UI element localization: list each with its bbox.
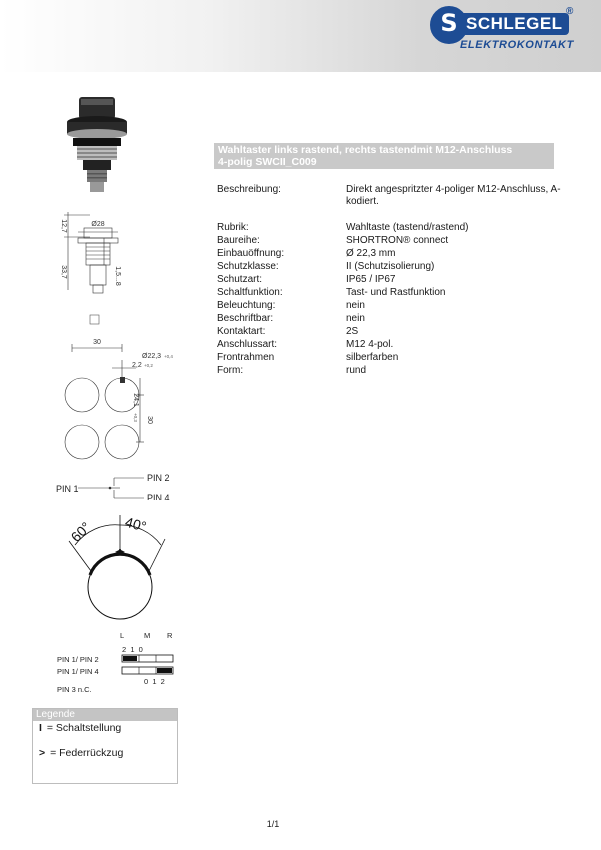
- dim-notch: 2,2: [132, 362, 142, 369]
- row1-label: PIN 1/ PIN 2: [57, 655, 99, 664]
- switching-table: [40, 628, 210, 698]
- spec-label-kontaktart: Kontaktart:: [217, 326, 266, 337]
- spec-value-schaltfunktion: Tast- und Rastfunktion: [346, 287, 446, 298]
- dim-range: 1,5...8: [114, 266, 121, 286]
- angle-right: 40°: [123, 513, 149, 535]
- legend-text-federrueckzug: = Federrückzug: [50, 747, 124, 759]
- row1-digits: 2 1 0: [122, 645, 143, 654]
- spec-label-form: Form:: [217, 365, 244, 376]
- description-label: Beschreibung:: [217, 184, 281, 195]
- legend-symbol-bar: I: [39, 722, 42, 734]
- dimension-drawings: [40, 210, 210, 500]
- product-title: [214, 143, 554, 169]
- dim-diameter: Ø28: [91, 221, 105, 228]
- spec-value-rubrik: Wahltaste (tastend/rastend): [346, 222, 469, 233]
- legend-item-federrueckzug: [39, 747, 123, 759]
- wiring-pin1: PIN 1: [56, 484, 79, 494]
- spec-label-schutzart: Schutzart:: [217, 274, 263, 285]
- legend-box: [32, 708, 178, 784]
- spec-label-anschlussart: Anschlussart:: [217, 339, 278, 350]
- dim-hole: Ø22,3: [142, 353, 162, 360]
- dim-notch-depth-tol: +0,3: [133, 413, 138, 422]
- legend-title: Legende: [33, 709, 177, 721]
- spec-value-anschlussart: M12 4-pol.: [346, 339, 394, 350]
- spec-value-schutzart: IP65 / IP67: [346, 274, 396, 285]
- brand-logo: [430, 6, 580, 56]
- spec-value-schutzklasse: II (Schutzisolierung): [346, 261, 435, 272]
- spec-value-beleuchtung: nein: [346, 300, 365, 311]
- title-line-2: 4-polig SWCII_C009: [218, 156, 317, 168]
- logo-wordmark: SCHLEGEL: [458, 13, 569, 35]
- wiring-pin2: PIN 2: [147, 473, 170, 483]
- spec-value-einbauoeffnung: Ø 22,3 mm: [346, 248, 396, 259]
- dim-spacing-v: 30: [146, 416, 153, 424]
- row2-digits: 0 1 2: [144, 677, 165, 686]
- spec-label-rubrik: Rubrik:: [217, 222, 249, 233]
- dim-spacing-h: 30: [93, 339, 101, 346]
- row3-label: PIN 3 n.C.: [57, 685, 92, 694]
- spec-label-frontrahmen: Frontrahmen: [217, 352, 275, 363]
- spec-label-schutzklasse: Schutzklasse:: [217, 261, 279, 272]
- dim-body-height: 33,7: [60, 265, 67, 279]
- spec-value-kontaktart: 2S: [346, 326, 359, 337]
- registered-mark: ®: [566, 6, 574, 17]
- description-value-line-2: kodiert.: [346, 196, 379, 207]
- description-value-line-1: Direkt angespritzter 4-poliger M12-Anschluss, A-: [346, 184, 561, 195]
- wiring-pin4: PIN 4: [147, 493, 170, 500]
- position-L: L: [120, 631, 125, 640]
- dim-hole-tol: +0,4: [164, 354, 173, 359]
- spec-value-frontrahmen: silberfarben: [346, 352, 399, 363]
- product-photo: [58, 90, 138, 200]
- legend-item-schaltstellung: [39, 722, 121, 734]
- switching-angle-drawing: [55, 505, 185, 625]
- position-R: R: [167, 631, 173, 640]
- legend-text-schaltstellung: = Schaltstellung: [46, 722, 122, 734]
- title-line-1: Wahltaster links rastend, rechts tastendmit M12-Anschluss: [218, 144, 513, 156]
- position-M: M: [144, 631, 151, 640]
- spec-label-beschriftbar: Beschriftbar:: [217, 313, 274, 324]
- angle-left: 60°: [67, 518, 94, 546]
- spec-value-beschriftbar: nein: [346, 313, 365, 324]
- spec-value-form: rund: [346, 365, 367, 376]
- page-number: 1/1: [266, 819, 280, 829]
- logo-subtitle: ELEKTROKONTAKT: [460, 39, 574, 51]
- spec-label-schaltfunktion: Schaltfunktion:: [217, 287, 283, 298]
- spec-label-baureihe: Baureihe:: [217, 235, 260, 246]
- spec-value-baureihe: SHORTRON® connect: [346, 235, 449, 246]
- dim-notch-tol: +0,2: [144, 363, 153, 368]
- legend-symbol-arrow: >: [39, 747, 46, 759]
- spec-label-beleuchtung: Beleuchtung:: [217, 300, 276, 311]
- row2-label: PIN 1/ PIN 4: [57, 667, 99, 676]
- dim-top-height: 12,7: [60, 219, 67, 233]
- dim-notch-depth: 24,1: [132, 393, 139, 407]
- spec-label-einbauoeffnung: Einbauöffnung:: [217, 248, 285, 259]
